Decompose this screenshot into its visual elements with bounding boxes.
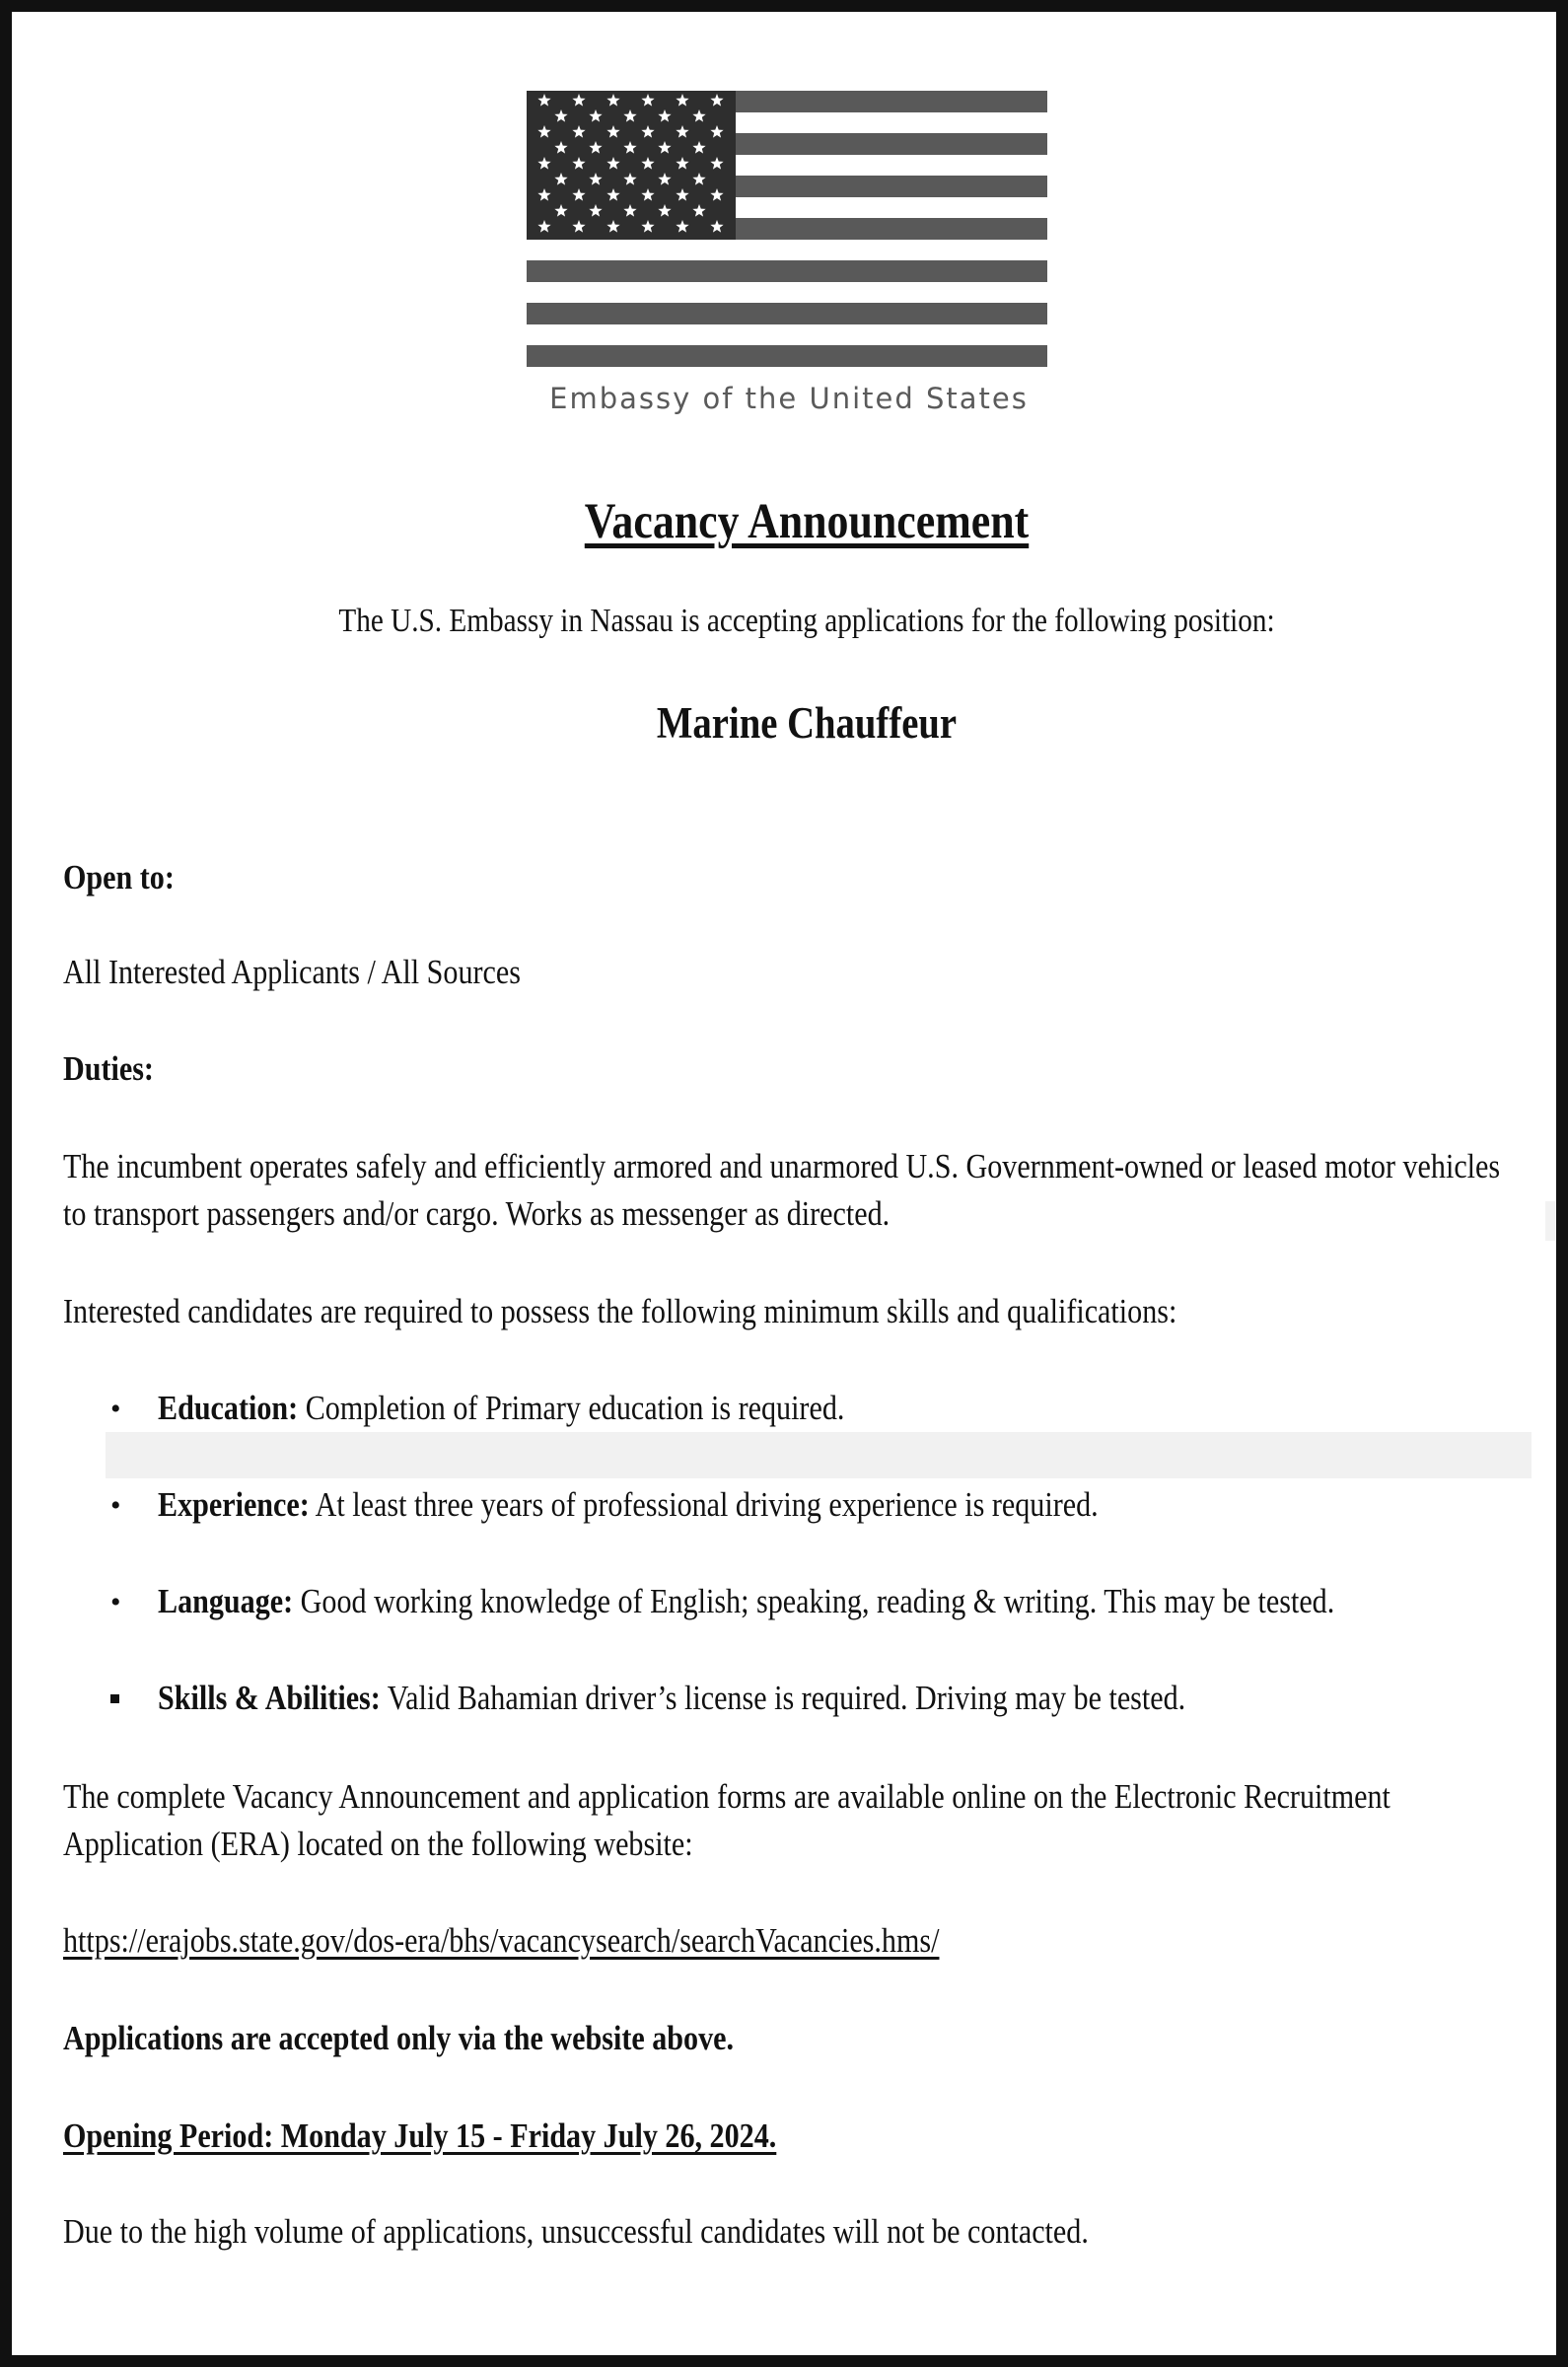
list-item xyxy=(158,1675,1413,1722)
qualification-label: Education: xyxy=(158,1389,299,1427)
era-text: The complete Vacancy Announcement and application forms are available online on the Electronic Recruitment Application (ERA) located on the following website: xyxy=(63,1777,1390,1863)
intro-text: The U.S. Embassy in Nassau is accepting applications for the following position: xyxy=(338,603,1275,639)
bullet-icon: • xyxy=(110,1393,121,1425)
list-item xyxy=(158,1385,1413,1432)
duties-heading: Duties: xyxy=(63,1049,154,1088)
scan-shade xyxy=(106,1432,1532,1478)
duties-text: The incumbent operates safely and efficiently armored and unarmored U.S. Government-owned or leased motor vehicles to transport passengers and/or cargo. Works as messenger as directed. xyxy=(63,1147,1501,1233)
scan-shade xyxy=(1545,1201,1555,1241)
era-link[interactable]: https://erajobs.state.gov/dos-era/bhs/vacancysearch/searchVacancies.hms/ xyxy=(63,1921,940,1960)
qualification-label: Experience: xyxy=(158,1485,310,1524)
square-bullet-icon xyxy=(110,1694,119,1703)
qualification-text: Completion of Primary education is required. xyxy=(298,1389,845,1427)
applications-note: Applications are accepted only via the website above. xyxy=(63,2019,735,2057)
opening-period: Opening Period: Monday July 15 - Friday July 26, 2024. xyxy=(63,2116,777,2155)
footer-note: Due to the high volume of applications, unsuccessful candidates will not be contacted. xyxy=(63,2212,1089,2251)
qualification-label: Language: xyxy=(158,1582,294,1620)
qualification-text: Good working knowledge of English; speaking, reading & writing. This may be tested. xyxy=(293,1582,1335,1620)
qualification-text: At least three years of professional driving experience is required. xyxy=(309,1485,1099,1524)
position-title: Marine Chauffeur xyxy=(656,698,958,748)
qualifications-intro: Interested candidates are required to possess the following minimum skills and qualifications: xyxy=(63,1292,1177,1330)
us-flag-icon xyxy=(527,91,1047,367)
list-item xyxy=(158,1481,1413,1529)
qualification-text: Valid Bahamian driver’s license is required. Driving may be tested. xyxy=(380,1679,1186,1717)
bullet-icon: • xyxy=(110,1489,121,1522)
list-item xyxy=(158,1578,1413,1625)
open-to-value: All Interested Applicants / All Sources xyxy=(63,953,521,991)
page-title: Vacancy Announcement xyxy=(584,494,1030,549)
open-to-heading: Open to: xyxy=(63,858,175,897)
bullet-icon: • xyxy=(110,1586,121,1618)
embassy-name: Embassy of the United States xyxy=(549,382,1029,415)
qualification-label: Skills & Abilities: xyxy=(158,1679,381,1717)
